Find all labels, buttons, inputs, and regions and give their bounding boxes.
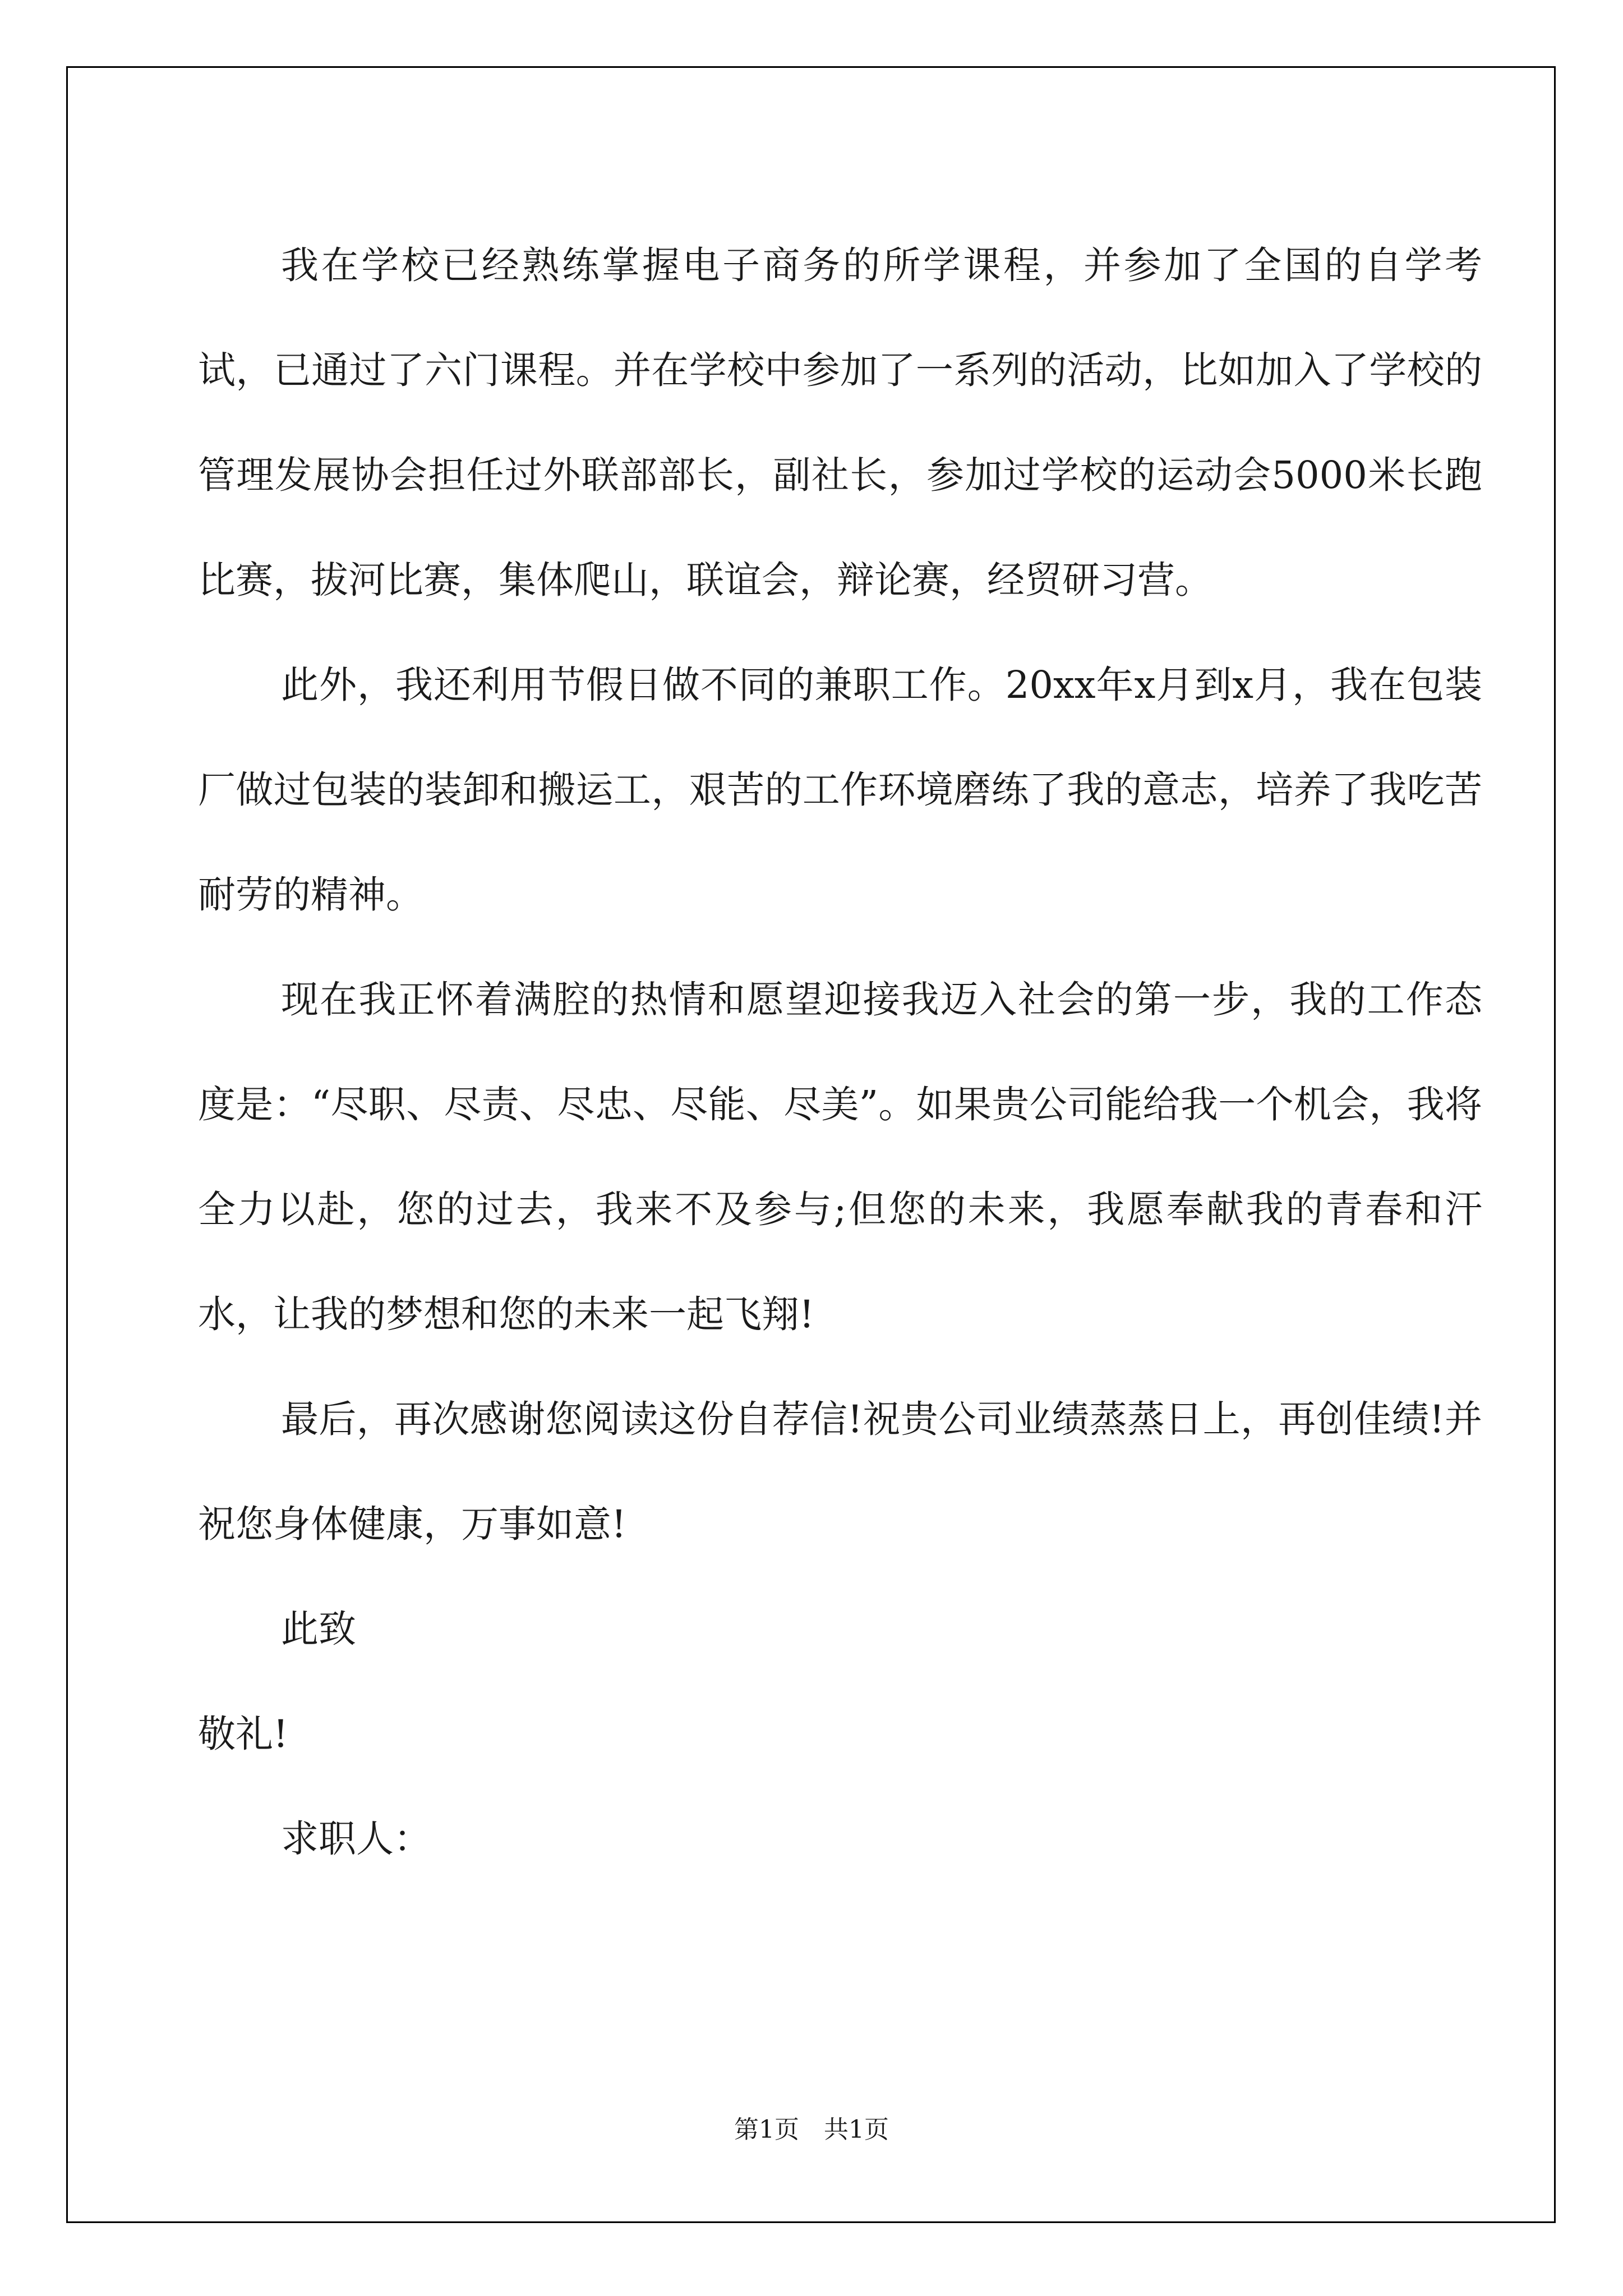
- paragraph-closing-thanks: 最后，再次感谢您阅读这份自荐信!祝贵公司业绩蒸蒸日上，再创佳绩!并祝您身体健康，万事如意!: [198, 1397, 1482, 1546]
- paragraph-part-time-work: 此外，我还利用节假日做不同的兼职工作。20xx年x月到x月，我在包装厂做过包装的装卸和搬运工，艰苦的工作环境磨练了我的意志，培养了我吃苦耐劳的精神。: [198, 663, 1482, 917]
- salutation: 敬礼!: [198, 1712, 288, 1756]
- paragraph-education: 我在学校已经熟练掌握电子商务的所学课程，并参加了全国的自学考试，已通过了六门课程。并在学校中参加了一系列的活动，比如加入了学校的管理发展协会担任过外联部部长，副社长，参加过学校的运动会5000米长跑比赛，拔河比赛，集体爬山，联谊会，辩论赛，经贸研习营。: [198, 243, 1482, 602]
- letter-body: [198, 213, 1482, 1892]
- signature-label: 求职人：: [281, 1817, 431, 1861]
- closing-phrase: 此致: [281, 1607, 356, 1651]
- page-footer: 第1页 共1页: [734, 2115, 889, 2144]
- paragraph-work-attitude: 现在我正怀着满腔的热情和愿望迎接我迈入社会的第一步，我的工作态度是：“尽职、尽责、尽忠、尽能、尽美”。如果贵公司能给我一个机会，我将全力以赴，您的过去，我来不及参与;但您的未来，我愿奉献我的青春和汗水，让我的梦想和您的未来一起飞翔!: [198, 978, 1482, 1336]
